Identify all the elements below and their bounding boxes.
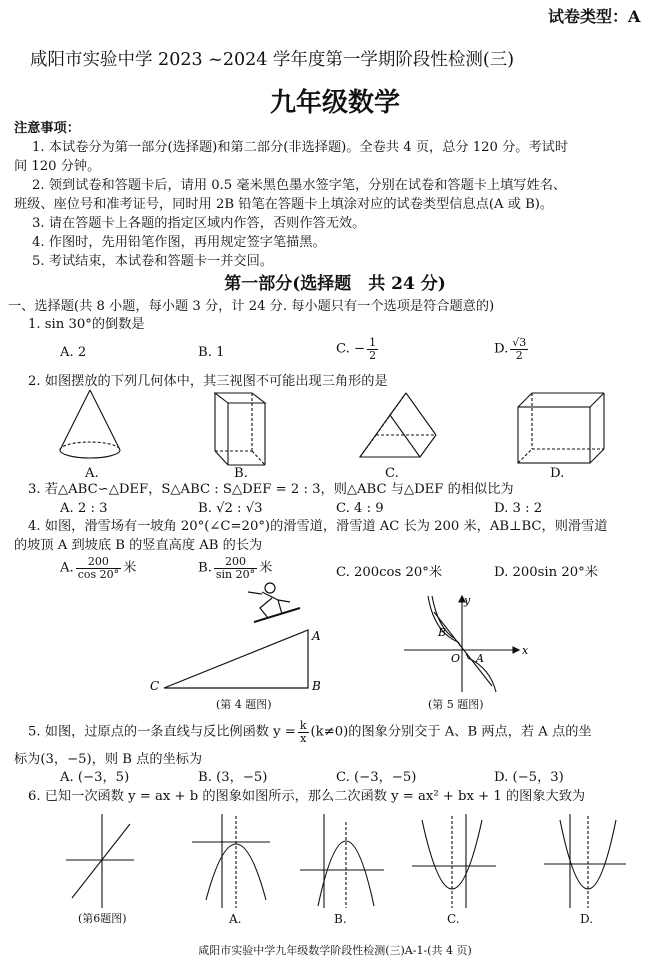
- note-line-3: 2. 领到试卷和答题卡后，请用 0.5 毫米黑色墨水签字笔，分别在试卷和答题卡上填写姓名、: [32, 178, 567, 193]
- q6-caption-figure: (第6题图): [78, 912, 127, 925]
- q5-stem-line2: 标为(3，−5)，则 B 点的坐标为: [14, 752, 203, 767]
- q2-label-c: C.: [385, 466, 399, 481]
- q2-label-d: D.: [550, 466, 565, 481]
- lying-prism-solid: [360, 393, 436, 457]
- q4-label-a: A: [312, 629, 321, 643]
- notes-heading: 注意事项：: [14, 121, 80, 136]
- q5-frac-den: x: [300, 732, 307, 745]
- q6-caption-c: C.: [447, 912, 460, 926]
- option-c-parabola-graph: [412, 814, 496, 908]
- q5-figure-caption: (第 5 题图): [428, 698, 484, 711]
- q5-stem-line1: [28, 720, 592, 745]
- q3-option-b: B. √2 : √3: [198, 501, 263, 516]
- q3-stem: 3. 若△ABC∽△DEF，S△ABC : S△DEF = 2 : 3，则△ABC 与△DEF 的相似比为: [28, 482, 514, 497]
- q4-a-den: cos 20°: [77, 568, 120, 581]
- q1-d-num: √3: [512, 336, 527, 349]
- q2-solids-figure: [0, 385, 670, 475]
- q6-caption-d: D.: [580, 912, 594, 926]
- q4-b-num: 200: [214, 556, 257, 569]
- q3-option-c: C. 4 : 9: [336, 501, 384, 516]
- q4-figure-caption: (第 4 题图): [216, 698, 272, 711]
- q1-option-a: A. 2: [60, 345, 87, 360]
- q5-option-a: A. (−3，5): [60, 770, 130, 785]
- q4-option-a: [60, 556, 136, 581]
- q2-label-b: B.: [234, 466, 248, 481]
- q1-c-prefix: C. −: [336, 341, 366, 357]
- q1-option-c: [336, 337, 380, 362]
- q4-b-suffix: 米: [259, 560, 273, 576]
- q1-c-num: 1: [369, 336, 377, 349]
- q1-d-prefix: D.: [494, 341, 509, 357]
- q5-stem-part2: (k≠0)的图象分别交于 A、B 两点，若 A 点的坐: [310, 724, 592, 740]
- q5-label-x: x: [522, 644, 529, 657]
- part1-title: 第一部分(选择题 共 24 分): [224, 274, 446, 294]
- q5-stem-part1: 5. 如图，过原点的一条直线与反比例函数 y =: [28, 724, 296, 740]
- q6-graphs-figure: [0, 808, 670, 918]
- q5-hyperbola-figure: [404, 592, 534, 692]
- q4-label-b: B: [312, 679, 321, 693]
- note-line-5: 3. 请在答题卡上各题的指定区域内作答，否则作答无效。: [32, 216, 366, 231]
- q2-label-a: A.: [85, 466, 99, 481]
- option-d-parabola-graph: [544, 814, 626, 908]
- option-b-parabola-graph: [300, 814, 384, 908]
- q4-stem-line1: 4. 如图，滑雪场有一坡角 20°(∠C=20°)的滑雪道，滑雪道 AC 长为 200 米，AB⊥BC，则滑雪道: [28, 519, 608, 534]
- linear-function-graph: [66, 814, 134, 908]
- section-intro: 一、选择题(共 8 小题，每小题 3 分，计 24 分. 每小题只有一个选项是符合题意的): [8, 299, 495, 314]
- cone-solid: [60, 390, 120, 458]
- q5-label-b: B: [438, 626, 447, 639]
- q5-option-b: B. (3，−5): [198, 770, 268, 785]
- q1-option-d: [494, 337, 530, 362]
- q4-option-d: D. 200sin 20°米: [494, 565, 598, 580]
- q6-caption-a: A.: [229, 912, 242, 926]
- main-title: 九年级数学: [269, 88, 400, 118]
- slope-triangle: [164, 630, 308, 688]
- skier-icon: [248, 583, 300, 622]
- q4-stem-line2: 的坡顶 A 到坡底 B 的竖直高度 AB 的长为: [14, 538, 263, 553]
- q4-a-prefix: A.: [60, 560, 74, 576]
- paper-type: 试卷类型：A: [548, 7, 641, 26]
- q5-option-d: D. (−5，3): [494, 770, 564, 785]
- note-line-4: 班级、座位号和准考证号，同时用 2B 铅笔在答题卡上填涂对应的试卷类型信息点(A 或 B)。: [14, 197, 554, 212]
- q5-label-y: y: [464, 594, 471, 607]
- note-line-6: 4. 作图时，先用铅笔作图，再用规定签字笔描黑。: [32, 235, 326, 250]
- page-footer: 咸阳市实验中学九年级数学阶段性检测(三)A-1-(共 4 页): [198, 944, 472, 957]
- q4-a-num: 200: [76, 556, 121, 569]
- q4-b-prefix: B.: [198, 560, 212, 576]
- q3-option-d: D. 3 : 2: [494, 501, 543, 516]
- q5-option-c: C. (−3，−5): [336, 770, 417, 785]
- q4-a-suffix: 米: [123, 560, 137, 576]
- line-through-origin: [434, 612, 492, 686]
- option-a-parabola-graph: [192, 814, 270, 908]
- q5-label-o: O: [451, 652, 461, 665]
- note-line-2: 间 120 分钟。: [14, 159, 101, 174]
- note-line-1: 1. 本试卷分为第一部分(选择题)和第二部分(非选择题)。全卷共 4 页，总分 120 分。考试时: [32, 140, 569, 155]
- q4-label-c: C: [150, 679, 160, 693]
- q4-option-c: C. 200cos 20°米: [336, 565, 443, 580]
- q6-caption-b: B.: [334, 912, 347, 926]
- q4-slope-figure: [150, 578, 350, 693]
- triangular-prism-solid: [215, 393, 265, 465]
- q3-option-a: A. 2 : 3: [60, 501, 108, 516]
- q1-option-b: B. 1: [198, 345, 225, 360]
- q5-label-a: A: [476, 652, 484, 665]
- header-title: 咸阳市实验中学 2023 ~2024 学年度第一学期阶段性检测(三): [30, 50, 515, 70]
- q4-b-den: sin 20°: [215, 568, 256, 581]
- q1-d-den: 2: [515, 349, 523, 362]
- note-line-7: 5. 考试结束，本试卷和答题卡一并交回。: [32, 254, 273, 269]
- q5-frac-num: k: [299, 719, 307, 732]
- q1-c-den: 2: [369, 349, 377, 362]
- cuboid-solid: [518, 393, 604, 463]
- q2-stem: 2. 如图摆放的下列几何体中，其三视图不可能出现三角形的是: [28, 374, 388, 389]
- q1-stem: 1. sin 30°的倒数是: [28, 317, 145, 332]
- q6-stem: 6. 已知一次函数 y = ax + b 的图象如图所示，那么二次函数 y = ax² + bx + 1 的图象大致为: [28, 789, 586, 804]
